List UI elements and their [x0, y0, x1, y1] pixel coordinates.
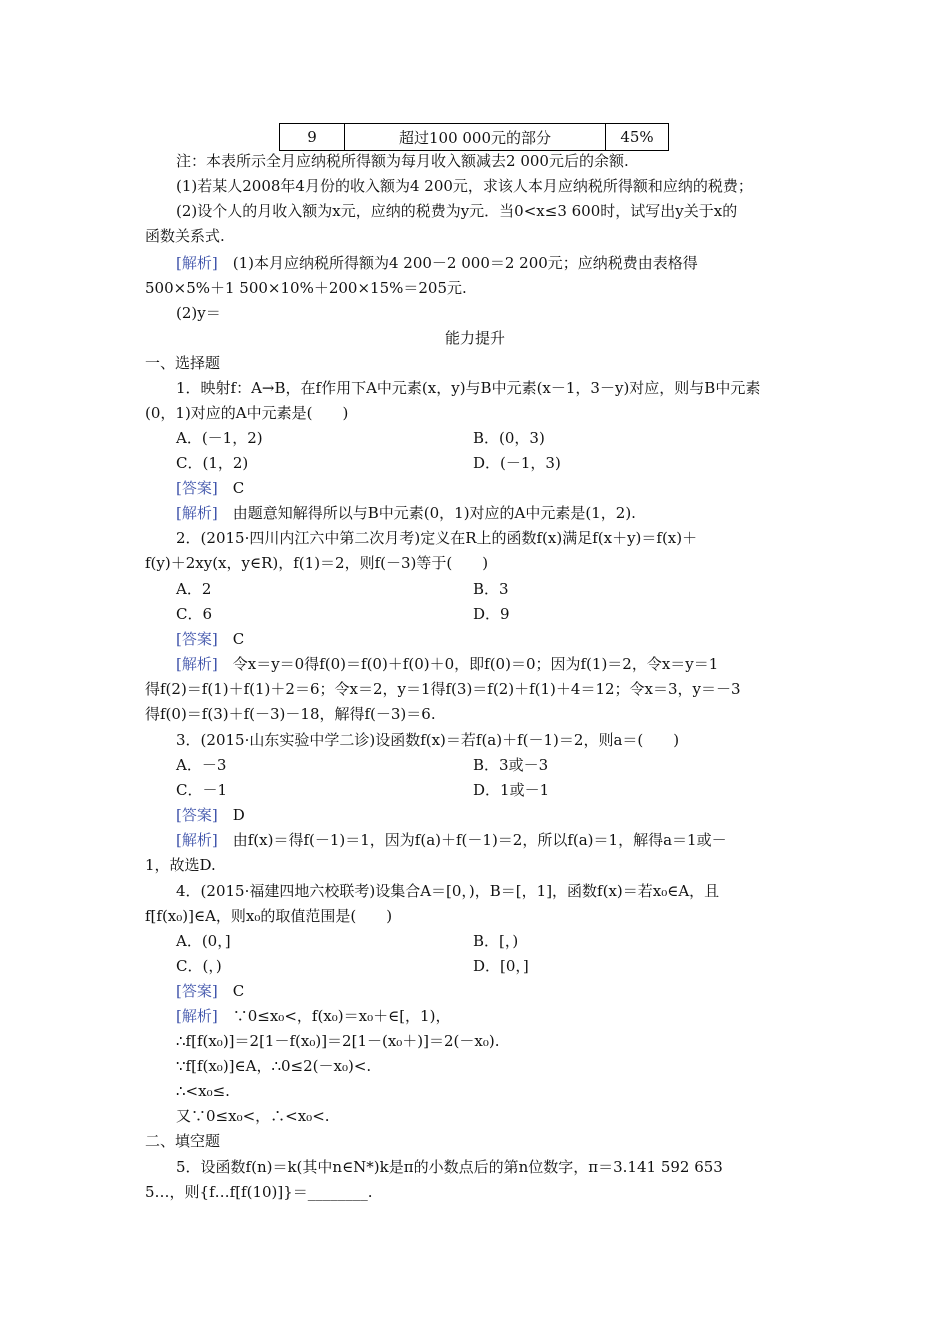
- problem-2-answer: [176, 629, 244, 649]
- problem-3-option-c: C．－1: [176, 781, 228, 799]
- answer-tag: [答案]: [176, 982, 218, 1000]
- answer-value: C: [232, 982, 245, 1000]
- answer-value: D: [232, 806, 245, 824]
- level-cell: 9: [280, 124, 345, 151]
- problem-4-option-b: B．[，): [473, 932, 519, 950]
- problem-1-option-c: C．(1，2): [176, 454, 249, 472]
- problem-5-stem-line-2: 5…，则{f…f[f(10)]}＝________.: [145, 1183, 373, 1201]
- answer-tag: [答案]: [176, 806, 218, 824]
- problem-1-analysis: [176, 503, 636, 523]
- problem-4-answer: [176, 981, 244, 1001]
- rate-cell: 45%: [606, 124, 669, 151]
- problem-3-stem: 3．(2015·山东实验中学二诊)设函数f(x)＝若f(a)＋f(－1)＝2，则a＝( ): [176, 731, 680, 749]
- solution-1-line-2: 500×5%＋1 500×10%＋200×15%＝205元.: [145, 279, 467, 297]
- problem-1-option-d: D．(－1，3): [473, 454, 561, 472]
- analysis-text: ∵0≤x₀<，f(x₀)＝x₀＋∈[，1)，: [232, 1007, 451, 1025]
- analysis-text: 由题意知解得所以与B中元素(0，1)对应的A中元素是(1，2).: [232, 504, 636, 522]
- range-cell: 超过100 000元的部分: [345, 124, 606, 151]
- problem-3-analysis-line-2: 1，故选D.: [145, 856, 216, 874]
- answer-value: C: [232, 479, 245, 497]
- answer-tag: [答案]: [176, 479, 218, 497]
- problem-4-analysis-line-2: ∴f[f(x₀)]＝2[1－f(x₀)]＝2[1－(x₀＋)]＝2(－x₀).: [176, 1032, 500, 1050]
- problem-4-analysis-line-3: ∵f[f(x₀)]∈A，∴0≤2(－x₀)<.: [176, 1057, 372, 1075]
- problem-5-stem-line-1: 5．设函数f(n)＝k(其中n∈N*)k是π的小数点后的第n位数字，π＝3.141 592 653: [176, 1158, 723, 1176]
- problem-4-stem-line-1: 4．(2015·福建四地六校联考)设集合A＝[0，)，B＝[，1]，函数f(x)＝若x₀∈A，且: [176, 882, 720, 900]
- problem-2-analysis-line-3: 得f(0)＝f(3)＋f(－3)－18，解得f(－3)＝6.: [145, 705, 436, 723]
- part-choice-heading: 一、选择题: [145, 354, 221, 372]
- problem-1-stem-line-2: (0，1)对应的A中元素是( ): [145, 404, 349, 422]
- problem-4-analysis-line-1: [176, 1006, 450, 1026]
- analysis-tag: [解析]: [176, 831, 218, 849]
- problem-3-option-b: B．3或－3: [473, 756, 549, 774]
- analysis-tag: [解析]: [176, 504, 218, 522]
- problem-4-option-d: D．[0，]: [473, 957, 529, 975]
- problem-2-option-a: A．2: [176, 580, 212, 598]
- analysis-tag: [解析]: [176, 1007, 218, 1025]
- question-1: (1)若某人2008年4月份的收入额为4 200元，求该人本月应纳税所得额和应纳的税费；: [176, 177, 753, 195]
- problem-2-stem-line-1: 2．(2015·四川内江六中第二次月考)定义在R上的函数f(x)满足f(x＋y)＝f(x)＋: [176, 529, 698, 547]
- problem-3-option-a: A．－3: [176, 756, 227, 774]
- problem-1-option-a: A．(－1，2): [176, 429, 263, 447]
- question-2-line-2: 函数关系式.: [145, 227, 225, 245]
- analysis-text: 由f(x)＝得f(－1)＝1，因为f(a)＋f(－1)＝2，所以f(a)＝1，解得a＝1或－: [232, 831, 727, 849]
- problem-2-stem-line-2: f(y)＋2xy(x，y∈R)，f(1)＝2，则f(－3)等于( ): [145, 554, 489, 572]
- section-title: 能力提升: [444, 329, 505, 347]
- problem-4-analysis-line-5: 又∵0≤x₀<，∴<x₀<.: [176, 1107, 330, 1125]
- part-fill-heading: 二、填空题: [145, 1132, 221, 1150]
- problem-4-analysis-line-4: ∴<x₀≤.: [176, 1082, 230, 1100]
- problem-2-option-d: D．9: [473, 605, 510, 623]
- solution-2: (2)y＝: [176, 304, 221, 322]
- table-note: 注：本表所示全月应纳税所得额为每月收入额减去2 000元后的余额.: [176, 152, 629, 170]
- solution-1-line-1: [176, 253, 698, 273]
- problem-1-option-b: B．(0，3): [473, 429, 545, 447]
- problem-4-option-a: A．(0，]: [176, 932, 231, 950]
- tax-rate-table: [279, 123, 669, 151]
- analysis-text: 令x＝y＝0得f(0)＝f(0)＋f(0)＋0，即f(0)＝0；因为f(1)＝2，令x＝y＝1: [232, 655, 719, 673]
- problem-4-option-c: C．(，): [176, 957, 222, 975]
- problem-2-analysis-line-1: [176, 654, 718, 674]
- problem-1-answer: [176, 478, 244, 498]
- answer-tag: [答案]: [176, 630, 218, 648]
- problem-4-stem-line-2: f[f(x₀)]∈A，则x₀的取值范围是( ): [145, 907, 393, 925]
- problem-3-answer: [176, 805, 245, 825]
- analysis-tag: [解析]: [176, 655, 218, 673]
- analysis-tag: [解析]: [176, 254, 218, 272]
- problem-3-analysis-line-1: [176, 830, 727, 850]
- problem-3-option-d: D．1或－1: [473, 781, 550, 799]
- problem-2-option-b: B．3: [473, 580, 509, 598]
- problem-2-analysis-line-2: 得f(2)＝f(1)＋f(1)＋2＝6；令x＝2，y＝1得f(3)＝f(2)＋f(1)＋4＝12；令x＝3，y＝－3: [145, 680, 741, 698]
- table-row: [280, 124, 669, 151]
- question-2-line-1: (2)设个人的月收入额为x元，应纳的税费为y元．当0<x≤3 600时，试写出y关于x的: [176, 202, 738, 220]
- solution-text: (1)本月应纳税所得额为4 200－2 000＝2 200元；应纳税费由表格得: [232, 254, 698, 272]
- problem-1-stem-line-1: 1．映射f：A→B，在f作用下A中元素(x，y)与B中元素(x－1，3－y)对应，则与B中元素: [176, 379, 761, 397]
- answer-value: C: [232, 630, 245, 648]
- problem-2-option-c: C．6: [176, 605, 213, 623]
